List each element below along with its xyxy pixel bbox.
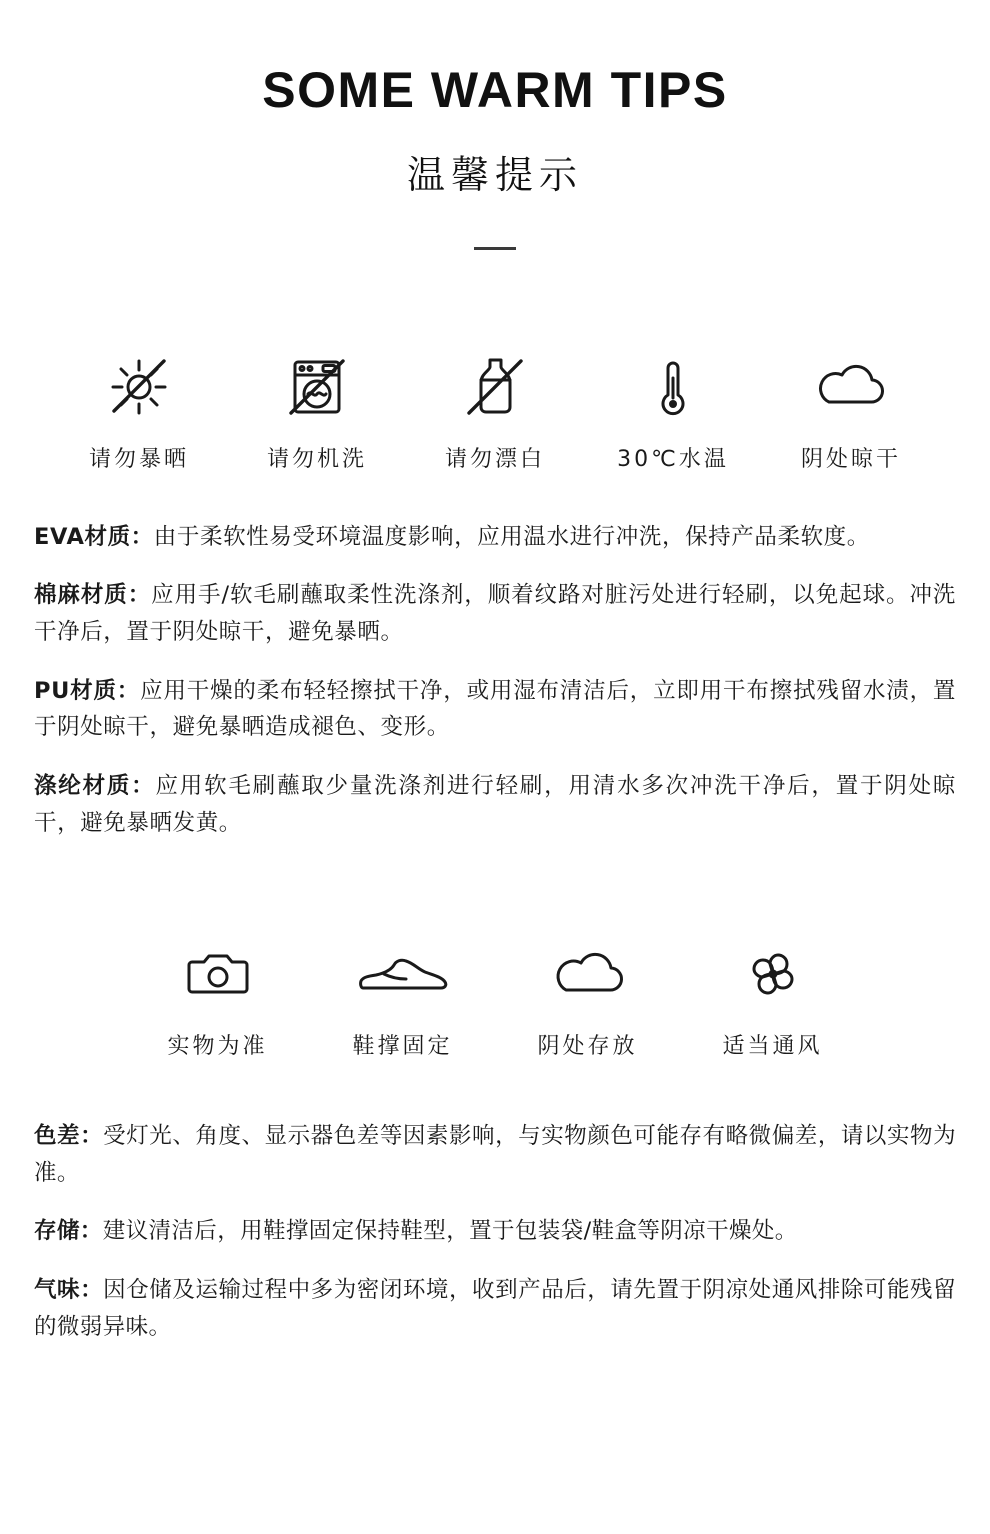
material-tip-paragraph xyxy=(34,768,956,841)
material-tip-paragraph xyxy=(34,577,956,650)
storage-tip-paragraph xyxy=(34,1213,956,1249)
page-title-english: SOME WARM TIPS xyxy=(262,62,728,118)
storage-icon-label: 适当通风 xyxy=(722,1034,823,1060)
storage-icon-item-camera xyxy=(125,937,310,1060)
material-tips-block xyxy=(34,519,956,842)
fan-ventilation-icon xyxy=(680,937,865,1011)
material-tip-body: 应用软毛刷蘸取少量洗涤剂进行轻刷，用清水多次冲洗干净后，置于阴处晾干，避免暴晒发黄。 xyxy=(34,773,956,836)
shoe-tree-icon xyxy=(310,937,495,1011)
material-tip-lead: 涤纶材质： xyxy=(34,773,156,800)
storage-tip-lead: 存储： xyxy=(34,1218,103,1245)
care-icon-label: 请勿漂白 xyxy=(444,446,545,472)
storage-tip-body: 建议清洁后，用鞋撑固定保持鞋型，置于包装袋/鞋盒等阴凉干燥处。 xyxy=(102,1218,798,1245)
care-icon-item-no-sun xyxy=(50,350,228,473)
care-icon-item-water-temperature xyxy=(584,350,762,473)
care-icon-item-shade-dry xyxy=(762,350,940,473)
cloud-shade-dry-icon xyxy=(762,350,940,424)
care-icon-item-no-bleach xyxy=(406,350,584,473)
material-tip-lead: PU材质： xyxy=(34,677,141,704)
cloud-storage-shade-icon xyxy=(495,937,680,1011)
material-tip-lead: EVA材质： xyxy=(34,523,154,550)
material-tip-body: 应用干燥的柔布轻轻擦拭干净，或用湿布清洁后，立即用干布擦拭残留水渍，置于阴处晾干，避免暴晒造成褪色、变形。 xyxy=(34,677,956,741)
care-icon-label: 请勿暴晒 xyxy=(88,446,189,472)
no-sun-exposure-icon xyxy=(50,350,228,424)
storage-icon-item-shoe-tree xyxy=(310,937,495,1060)
storage-tip-paragraph xyxy=(34,1272,956,1345)
storage-tips-block xyxy=(34,1118,956,1345)
storage-icon-row xyxy=(0,937,990,1060)
thermometer-icon xyxy=(584,350,762,424)
storage-tip-body: 因仓储及运输过程中多为密闭环境，收到产品后，请先置于阴凉处通风排除可能残留的微弱异味。 xyxy=(34,1277,956,1340)
storage-tip-lead: 色差： xyxy=(34,1123,104,1150)
care-icon-label: 阴处晾干 xyxy=(800,446,901,472)
storage-icon-label: 阴处存放 xyxy=(537,1034,638,1060)
storage-icon-item-shade-storage xyxy=(495,937,680,1060)
no-bleach-icon xyxy=(406,350,584,424)
care-icon-row xyxy=(0,350,990,473)
material-tip-body: 应用手/软毛刷蘸取柔性洗涤剂，顺着纹路对脏污处进行轻刷，以免起球。冲洗干净后，置于阴处晾干，避免暴晒。 xyxy=(34,582,956,645)
material-tip-lead: 棉麻材质： xyxy=(34,582,152,609)
storage-icon-label: 鞋撑固定 xyxy=(352,1034,453,1060)
storage-icon-item-ventilation xyxy=(680,937,865,1060)
storage-tip-paragraph xyxy=(34,1118,956,1191)
no-machine-wash-icon xyxy=(228,350,406,424)
storage-icon-label: 实物为准 xyxy=(167,1034,268,1060)
camera-icon xyxy=(125,937,310,1011)
care-icon-label: 30℃水温 xyxy=(617,446,729,472)
storage-tip-lead: 气味： xyxy=(34,1277,104,1304)
title-divider xyxy=(474,247,516,250)
page-title-chinese: 温馨提示 xyxy=(406,152,583,197)
page-header xyxy=(0,0,990,250)
care-icon-label: 请勿机洗 xyxy=(266,446,367,472)
material-tip-paragraph xyxy=(34,519,956,555)
material-tip-body: 由于柔软性易受环境温度影响，应用温水进行冲洗，保持产品柔软度。 xyxy=(153,523,870,550)
storage-tip-body: 受灯光、角度、显示器色差等因素影响，与实物颜色可能存有略微偏差，请以实物为准。 xyxy=(34,1123,956,1186)
material-tip-paragraph xyxy=(34,673,956,746)
care-icon-item-no-machine-wash xyxy=(228,350,406,473)
